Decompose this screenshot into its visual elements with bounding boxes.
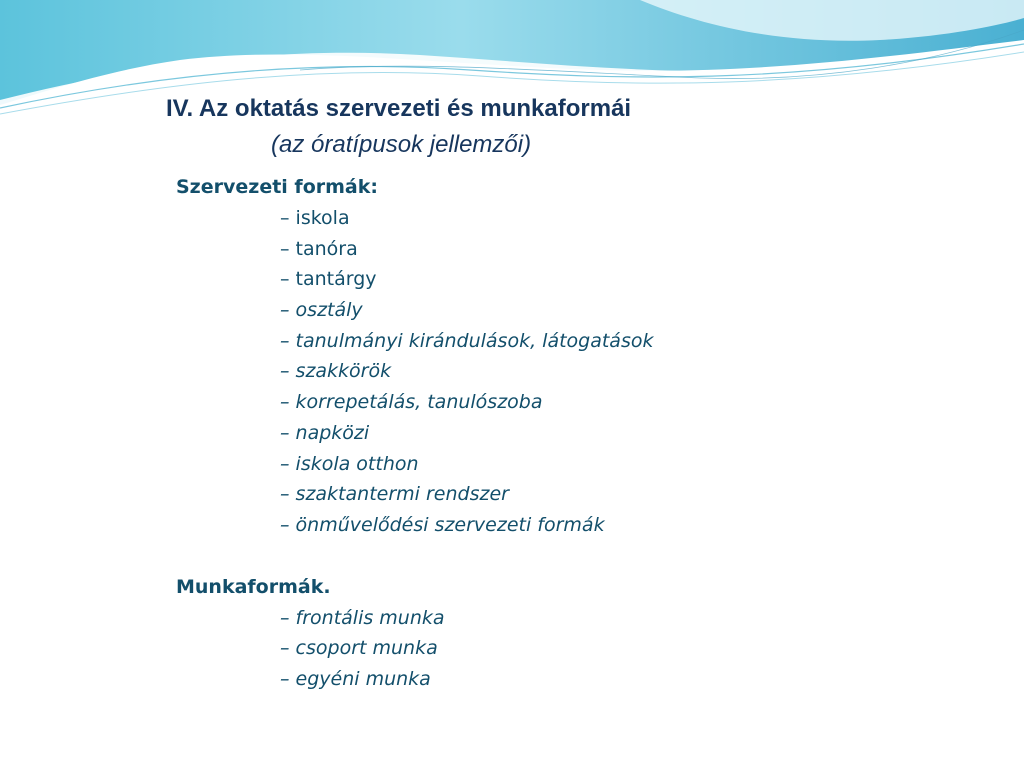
work-forms-list	[176, 603, 976, 695]
slide-content	[176, 172, 976, 695]
list-item: – osztály	[280, 299, 363, 322]
list-item: – tantárgy	[280, 268, 377, 291]
list-item: – tanóra	[280, 237, 358, 260]
list-item: – önművelődési szervezeti formák	[280, 513, 605, 536]
organizational-forms-list	[176, 203, 976, 541]
list-item: – egyéni munka	[280, 667, 431, 690]
list-item: – tanulmányi kirándulások, látogatások	[280, 329, 654, 352]
list-item: – korrepetálás, tanulószoba	[280, 391, 543, 414]
list-item: – szakkörök	[280, 360, 392, 383]
list-item: – szaktantermi rendszer	[280, 483, 509, 506]
list-item: – frontális munka	[280, 606, 445, 629]
slide-title: IV. Az oktatás szervezeti és munkaformái	[166, 95, 632, 122]
list-item: – csoport munka	[280, 637, 438, 660]
list-item: – iskola	[280, 207, 350, 229]
list-item: – iskola otthon	[280, 452, 419, 475]
organizational-forms-heading: Szervezeti formák:	[176, 176, 378, 198]
section-spacer	[176, 541, 976, 572]
work-forms-heading: Munkaformák.	[176, 575, 331, 598]
list-item: – napközi	[280, 421, 370, 444]
slide-subtitle: (az óratípusok jellemzői)	[271, 131, 532, 158]
